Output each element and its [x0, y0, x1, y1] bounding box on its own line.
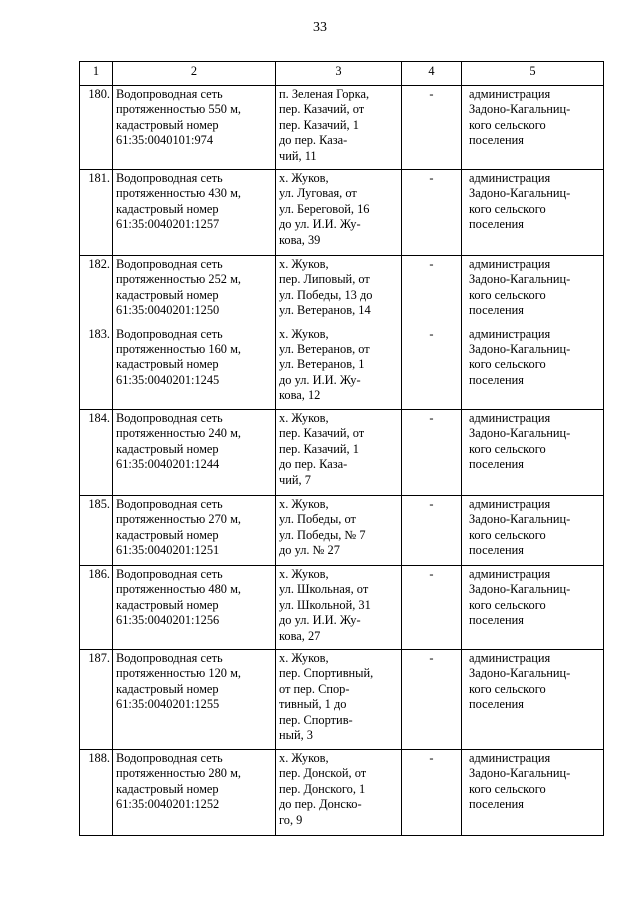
- address-line: х. Жуков,: [279, 171, 329, 185]
- address-line: ул. Ветеранов, 1: [279, 357, 365, 372]
- owner-line: поселения: [469, 613, 524, 628]
- object-line: 61:35:0040201:1256: [116, 613, 220, 628]
- address-line: х. Жуков,: [279, 497, 329, 511]
- object-line: протяженностью 160 м,: [116, 341, 242, 356]
- column-4-value: -: [402, 566, 462, 650]
- object-line: 61:35:0040201:1250: [116, 303, 220, 318]
- table-row: [80, 86, 604, 170]
- object-description: [113, 496, 276, 566]
- object-address: [276, 750, 402, 836]
- object-description: [113, 566, 276, 650]
- object-line: кадастровый номер: [116, 681, 219, 696]
- owner-line: Задоно-Кагальниц-: [469, 102, 571, 117]
- object-description: [113, 410, 276, 496]
- object-description: [113, 256, 276, 326]
- owner-line: Задоно-Кагальниц-: [469, 512, 571, 527]
- address-line: пер. Казачий, 1: [279, 441, 359, 456]
- row-number: 187.: [80, 650, 113, 750]
- address-line: х. Жуков,: [279, 326, 329, 341]
- owner-line: кого сельского: [469, 441, 546, 456]
- object-description: [113, 326, 276, 410]
- address-line: х. Жуков,: [279, 411, 329, 425]
- owner-line: поселения: [469, 797, 524, 812]
- owner-line: поселения: [469, 543, 524, 558]
- owner-line: кого сельского: [469, 527, 546, 542]
- owner-line: Задоно-Кагальниц-: [469, 272, 571, 287]
- owner-line: кого сельского: [469, 201, 546, 216]
- object-line: 61:35:0040201:1244: [116, 457, 220, 472]
- column-header: 2: [113, 62, 276, 86]
- owner-name: [462, 256, 604, 326]
- address-line: пер. Казачий, от: [279, 102, 365, 117]
- address-line: х. Жуков,: [279, 567, 329, 581]
- object-address: [276, 86, 402, 170]
- column-4-value: -: [402, 496, 462, 566]
- owner-line: кого сельского: [469, 781, 546, 796]
- address-line: ный, 3: [279, 728, 313, 743]
- address-line: до ул. И.И. Жу-: [279, 613, 361, 628]
- address-line: ул. Ветеранов, 14: [279, 303, 371, 318]
- object-line: 61:35:0040201:1252: [116, 797, 220, 812]
- object-line: 61:35:0040201:1257: [116, 217, 220, 232]
- column-header: 5: [462, 62, 604, 86]
- address-line: пер. Спортивный,: [279, 666, 374, 681]
- owner-name: [462, 410, 604, 496]
- column-header: 3: [276, 62, 402, 86]
- object-line: кадастровый номер: [116, 441, 219, 456]
- object-line: Водопроводная сеть: [116, 651, 223, 665]
- address-line: ул. Луговая, от: [279, 186, 357, 201]
- owner-name: [462, 326, 604, 410]
- address-line: пер. Казачий, 1: [279, 117, 359, 132]
- object-line: 61:35:0040201:1245: [116, 372, 220, 387]
- row-number: 180.: [80, 86, 113, 170]
- address-line: пер. Донской, от: [279, 766, 367, 781]
- object-address: [276, 650, 402, 750]
- address-line: кова, 27: [279, 628, 321, 643]
- object-line: протяженностью 120 м,: [116, 666, 242, 681]
- owner-name: [462, 86, 604, 170]
- column-4-value: -: [402, 86, 462, 170]
- table-header-row: [80, 62, 604, 86]
- row-number: 184.: [80, 410, 113, 496]
- address-line: ул. Победы, от: [279, 512, 356, 527]
- address-line: чий, 11: [279, 148, 317, 163]
- address-line: кова, 12: [279, 388, 321, 403]
- address-line: п. Зеленая Горка,: [279, 87, 370, 101]
- owner-line: поселения: [469, 133, 524, 148]
- column-4-value: -: [402, 750, 462, 836]
- table-row: [80, 410, 604, 496]
- registry-table: [79, 61, 604, 836]
- row-number: 186.: [80, 566, 113, 650]
- object-address: [276, 326, 402, 410]
- table-row: [80, 566, 604, 650]
- owner-name: [462, 566, 604, 650]
- column-4-value: -: [402, 650, 462, 750]
- address-line: х. Жуков,: [279, 651, 329, 665]
- address-line: ул. Победы, № 7: [279, 527, 366, 542]
- object-line: кадастровый номер: [116, 357, 219, 372]
- object-line: кадастровый номер: [116, 201, 219, 216]
- object-line: протяженностью 252 м,: [116, 272, 242, 287]
- object-line: Водопроводная сеть: [116, 567, 223, 581]
- owner-line: Задоно-Кагальниц-: [469, 766, 571, 781]
- object-line: протяженностью 430 м,: [116, 186, 242, 201]
- owner-line: кого сельского: [469, 287, 546, 302]
- owner-line: администрация: [469, 751, 551, 765]
- object-line: кадастровый номер: [116, 781, 219, 796]
- owner-line: поселения: [469, 697, 524, 712]
- owner-line: администрация: [469, 171, 551, 185]
- object-line: протяженностью 240 м,: [116, 426, 242, 441]
- owner-line: администрация: [469, 567, 551, 581]
- address-line: ул. Береговой, 16: [279, 201, 370, 216]
- object-line: Водопроводная сеть: [116, 751, 223, 765]
- owner-name: [462, 496, 604, 566]
- table-row: [80, 170, 604, 256]
- row-number: 183.: [80, 326, 113, 410]
- table-row: [80, 650, 604, 750]
- owner-line: Задоно-Кагальниц-: [469, 341, 571, 356]
- address-line: до пер. Каза-: [279, 133, 348, 148]
- address-line: до ул. № 27: [279, 543, 340, 558]
- object-line: кадастровый номер: [116, 117, 219, 132]
- object-address: [276, 170, 402, 256]
- address-line: тивный, 1 до: [279, 697, 347, 712]
- owner-line: Задоно-Кагальниц-: [469, 426, 571, 441]
- address-line: до ул. И.И. Жу-: [279, 217, 361, 232]
- object-line: Водопроводная сеть: [116, 326, 223, 341]
- owner-line: поселения: [469, 372, 524, 387]
- address-line: ул. Школьная, от: [279, 582, 369, 597]
- object-line: кадастровый номер: [116, 527, 219, 542]
- owner-line: администрация: [469, 257, 551, 271]
- owner-line: администрация: [469, 87, 551, 101]
- column-header: 4: [402, 62, 462, 86]
- address-line: пер. Донского, 1: [279, 781, 366, 796]
- object-line: 61:35:0040101:974: [116, 133, 214, 148]
- row-number: 188.: [80, 750, 113, 836]
- object-line: кадастровый номер: [116, 597, 219, 612]
- owner-line: администрация: [469, 497, 551, 511]
- page-number: 33: [313, 20, 327, 35]
- owner-name: [462, 650, 604, 750]
- object-address: [276, 410, 402, 496]
- object-line: Водопроводная сеть: [116, 257, 223, 271]
- address-line: го, 9: [279, 812, 303, 827]
- object-address: [276, 256, 402, 326]
- object-line: протяженностью 280 м,: [116, 766, 242, 781]
- owner-line: кого сельского: [469, 681, 546, 696]
- row-number: 181.: [80, 170, 113, 256]
- object-description: [113, 86, 276, 170]
- owner-line: Задоно-Кагальниц-: [469, 186, 571, 201]
- object-address: [276, 496, 402, 566]
- owner-line: администрация: [469, 651, 551, 665]
- address-line: до пер. Каза-: [279, 457, 348, 472]
- owner-line: Задоно-Кагальниц-: [469, 582, 571, 597]
- address-line: пер. Липовый, от: [279, 272, 370, 287]
- object-line: протяженностью 480 м,: [116, 582, 242, 597]
- table-row: [80, 256, 604, 326]
- owner-name: [462, 170, 604, 256]
- column-4-value: -: [402, 256, 462, 326]
- address-line: до пер. Донско-: [279, 797, 362, 812]
- object-line: протяженностью 550 м,: [116, 102, 242, 117]
- address-line: х. Жуков,: [279, 257, 329, 271]
- row-number: 182.: [80, 256, 113, 326]
- object-description: [113, 170, 276, 256]
- owner-line: кого сельского: [469, 357, 546, 372]
- address-line: х. Жуков,: [279, 751, 329, 765]
- column-header: 1: [80, 62, 113, 86]
- object-address: [276, 566, 402, 650]
- owner-line: администрация: [469, 411, 551, 425]
- address-line: от пер. Спор-: [279, 681, 350, 696]
- address-line: до ул. И.И. Жу-: [279, 372, 361, 387]
- address-line: ул. Школьной, 31: [279, 597, 371, 612]
- owner-line: администрация: [469, 326, 551, 341]
- column-4-value: -: [402, 170, 462, 256]
- table-row: [80, 326, 604, 410]
- owner-line: кого сельского: [469, 117, 546, 132]
- object-line: кадастровый номер: [116, 287, 219, 302]
- address-line: ул. Победы, 13 до: [279, 287, 373, 302]
- table-row: [80, 496, 604, 566]
- object-description: [113, 650, 276, 750]
- table-row: [80, 750, 604, 836]
- address-line: ул. Ветеранов, от: [279, 341, 370, 356]
- address-line: кова, 39: [279, 232, 321, 247]
- owner-line: поселения: [469, 457, 524, 472]
- object-line: протяженностью 270 м,: [116, 512, 242, 527]
- owner-line: кого сельского: [469, 597, 546, 612]
- address-line: пер. Спортив-: [279, 712, 353, 727]
- owner-name: [462, 750, 604, 836]
- column-4-value: -: [402, 410, 462, 496]
- owner-line: поселения: [469, 217, 524, 232]
- row-number: 185.: [80, 496, 113, 566]
- object-line: Водопроводная сеть: [116, 87, 223, 101]
- object-description: [113, 750, 276, 836]
- column-4-value: -: [402, 326, 462, 410]
- address-line: чий, 7: [279, 472, 311, 487]
- object-line: 61:35:0040201:1255: [116, 697, 220, 712]
- object-line: 61:35:0040201:1251: [116, 543, 220, 558]
- address-line: пер. Казачий, от: [279, 426, 365, 441]
- owner-line: поселения: [469, 303, 524, 318]
- object-line: Водопроводная сеть: [116, 497, 223, 511]
- object-line: Водопроводная сеть: [116, 411, 223, 425]
- owner-line: Задоно-Кагальниц-: [469, 666, 571, 681]
- object-line: Водопроводная сеть: [116, 171, 223, 185]
